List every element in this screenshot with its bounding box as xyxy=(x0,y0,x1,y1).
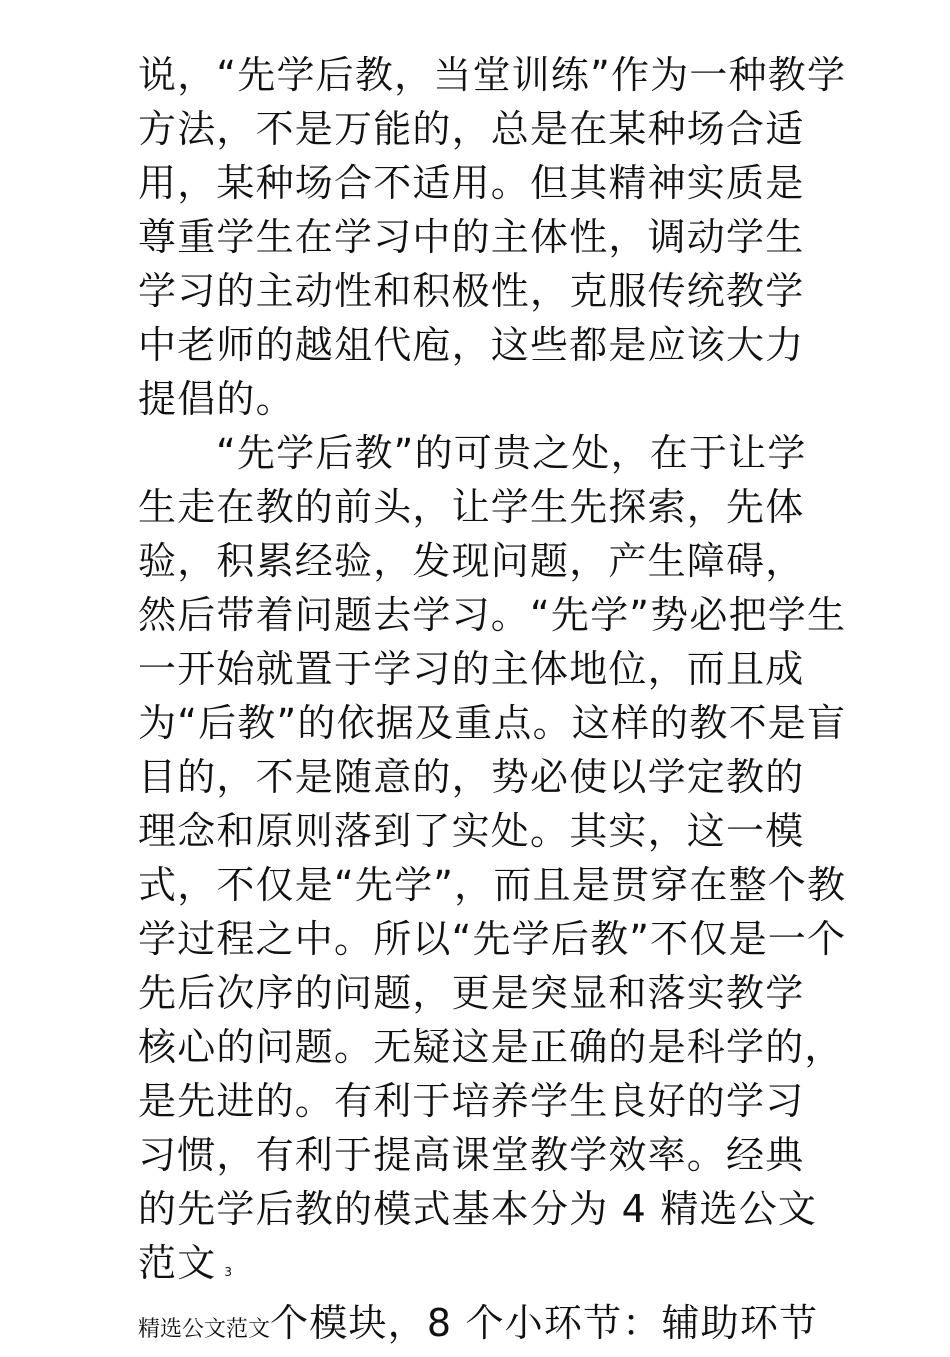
text-line: 的先学后教的模式基本分为 4 精选公文 xyxy=(138,1187,818,1231)
text-line: 习惯，有利于提高课堂教学效率。经典 xyxy=(138,1133,805,1177)
footer-text: 个模块，8 个小环节：辅助环节 xyxy=(270,1301,819,1345)
text-line: 生走在教的前头，让学生先探索，先体 xyxy=(138,485,805,529)
text-line xyxy=(138,1236,233,1290)
footer-line xyxy=(138,1296,818,1350)
text-line: 方法，不是万能的，总是在某种场合适 xyxy=(138,107,805,151)
text-line: 为“后教”的依据及重点。这样的教不是盲 xyxy=(138,701,847,745)
paragraph-start-line: “先学后教”的可贵之处，在于让学 xyxy=(216,431,807,475)
text-line: 目的，不是随意的，势必使以学定教的 xyxy=(138,755,805,799)
text-line: 一开始就置于学习的主体地位，而且成 xyxy=(138,647,805,691)
footer-watermark-text: 精选公文范文 xyxy=(138,1317,271,1342)
text-line: 是先进的。有利于培养学生良好的学习 xyxy=(138,1079,805,1123)
text-line: 式，不仅是“先学”，而且是贯穿在整个教 xyxy=(138,863,847,907)
text-line: 中老师的越俎代庖，这些都是应该大力 xyxy=(138,323,805,367)
text-line: 理念和原则落到了实处。其实，这一模 xyxy=(138,809,805,853)
text-line: 先后次序的问题，更是突显和落实教学 xyxy=(138,971,805,1015)
text-line: 用，某种场合不适用。但其精神实质是 xyxy=(138,161,805,205)
text-line: 提倡的。 xyxy=(138,377,295,421)
text-line: 然后带着问题去学习。“先学”势必把学生 xyxy=(138,593,847,637)
text-line: 学过程之中。所以“先学后教”不仅是一个 xyxy=(138,917,847,961)
text-line: 尊重学生在学习中的主体性，调动学生 xyxy=(138,215,805,259)
text-line: 核心的问题。无疑这是正确的是科学的， xyxy=(138,1025,844,1069)
text-line: 学习的主动性和积极性，克服传统教学 xyxy=(138,269,805,313)
page-number: 3 xyxy=(224,1265,234,1279)
text-fragment: 范文 xyxy=(138,1241,217,1285)
text-line: 验，积累经验，发现问题，产生障碍， xyxy=(138,539,805,583)
text-line: 说，“先学后教，当堂训练”作为一种教学 xyxy=(138,53,847,97)
